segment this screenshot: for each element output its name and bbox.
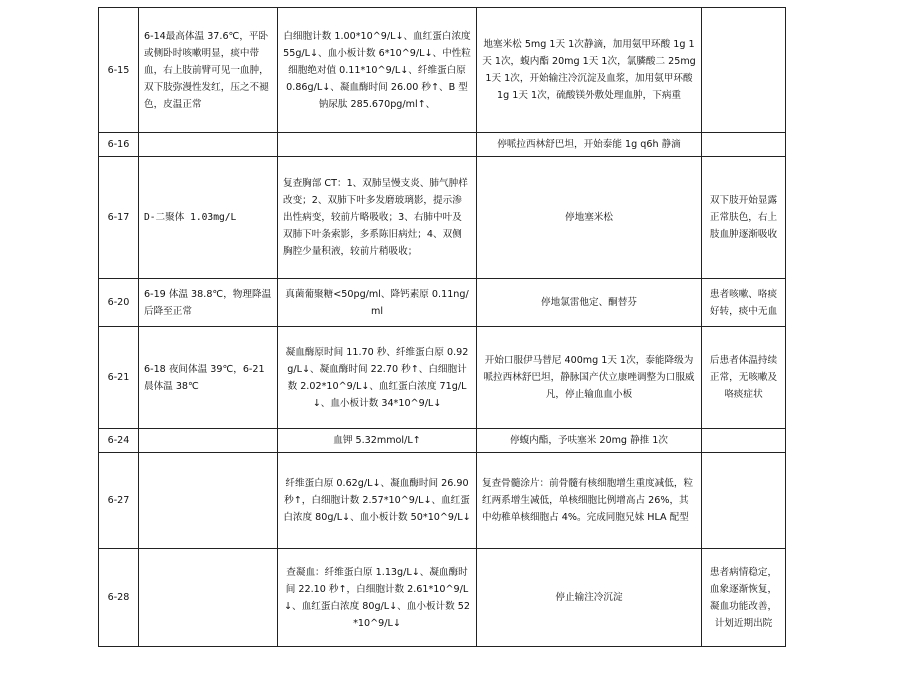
- treatment-cell: 停蝮内酯，予呋塞米 20mg 静推 1次: [477, 429, 702, 453]
- date-cell: 6-28: [99, 549, 139, 647]
- symptom-cell: 6-14最高体温 37.6℃，平卧或侧卧时咳嗽明显，痰中带血，右上肢前臂可见一血肿，双下肢弥漫性发红，压之不褪色，皮温正常: [139, 8, 278, 133]
- date-cell: 6-20: [99, 279, 139, 327]
- outcome-cell: 患者咳嗽、咯痰好转，痰中无血: [702, 279, 786, 327]
- symptom-cell: 6-18 夜间体温 39℃，6-21 晨体温 38℃: [139, 327, 278, 429]
- outcome-cell: [702, 133, 786, 157]
- lab-cell: [278, 133, 477, 157]
- date-cell: 6-24: [99, 429, 139, 453]
- table-row: [99, 453, 786, 549]
- table-row: [99, 8, 786, 133]
- table-row: [99, 549, 786, 647]
- symptom-cell: D-二聚体 1.03mg/L: [139, 157, 278, 279]
- table-row: [99, 279, 786, 327]
- table-row: [99, 429, 786, 453]
- lab-cell: 复查胸部 CT：1、双肺呈慢支炎、肺气肿样改变；2、双肺下叶多发磨玻璃影，提示渗出性病变，较前片略吸收；3、右肺中叶及双肺下叶条索影，多系陈旧病灶；4、双侧胸腔少量积液，较前片稍吸收；: [278, 157, 477, 279]
- lab-cell: 血钾 5.32mmol/L↑: [278, 429, 477, 453]
- outcome-cell: [702, 8, 786, 133]
- clinical-course-table: [98, 7, 786, 647]
- treatment-cell: 停止输注冷沉淀: [477, 549, 702, 647]
- outcome-cell: [702, 453, 786, 549]
- outcome-cell: 患者病情稳定，血象逐渐恢复，凝血功能改善，计划近期出院: [702, 549, 786, 647]
- symptom-cell: [139, 429, 278, 453]
- symptom-cell: [139, 453, 278, 549]
- lab-cell: 真菌葡聚糖<50pg/ml、降钙素原 0.11ng/ml: [278, 279, 477, 327]
- date-cell: 6-15: [99, 8, 139, 133]
- treatment-cell: 停地塞米松: [477, 157, 702, 279]
- lab-cell: 凝血酶原时间 11.70 秒、纤维蛋白原 0.92g/L↓、凝血酶时间 22.70 秒↑、白细胞计数 2.02*10^9/L↓、血红蛋白浓度 71g/L↓、血小板计数 34*10^9/L↓: [278, 327, 477, 429]
- outcome-cell: [702, 429, 786, 453]
- symptom-cell: 6-19 体温 38.8℃，物理降温后降至正常: [139, 279, 278, 327]
- table-row: [99, 133, 786, 157]
- table-row: [99, 157, 786, 279]
- lab-cell: 查凝血：纤维蛋白原 1.13g/L↓、凝血酶时间 22.10 秒↑，白细胞计数 2.61*10^9/L↓、血红蛋白浓度 80g/L↓、血小板计数 52*10^9/L↓: [278, 549, 477, 647]
- treatment-cell: 复查骨髓涂片：前骨髓有核细胞增生重度减低，粒红两系增生减低，单核细胞比例增高占 26%，其中幼稚单核细胞占 4%。完成同胞兄妹 HLA 配型: [477, 453, 702, 549]
- treatment-cell: 开始口服伊马替尼 400mg 1天 1次，泰能降级为哌拉西林舒巴坦，静脉国产伏立康唑调整为口服威凡，停止输血血小板: [477, 327, 702, 429]
- lab-cell: 纤维蛋白原 0.62g/L↓、凝血酶时间 26.90 秒↑，白细胞计数 2.57*10^9/L↓、血红蛋白浓度 80g/L↓、血小板计数 50*10^9/L↓: [278, 453, 477, 549]
- table-row: [99, 327, 786, 429]
- lab-cell: 白细胞计数 1.00*10^9/L↓、血红蛋白浓度 55g/L↓、血小板计数 6*10^9/L↓、中性粒细胞绝对值 0.11*10^9/L↓、纤维蛋白原 0.86g/L↓、凝血酶时间 26.00 秒↑、B 型钠尿肽 285.670pg/ml↑、: [278, 8, 477, 133]
- symptom-cell: [139, 549, 278, 647]
- outcome-cell: 双下肢开始显露正常肤色，右上肢血肿逐渐吸收: [702, 157, 786, 279]
- date-cell: 6-16: [99, 133, 139, 157]
- date-cell: 6-21: [99, 327, 139, 429]
- date-cell: 6-17: [99, 157, 139, 279]
- date-cell: 6-27: [99, 453, 139, 549]
- symptom-cell: [139, 133, 278, 157]
- treatment-cell: 停哌拉西林舒巴坦，开始泰能 1g q6h 静滴: [477, 133, 702, 157]
- treatment-cell: 地塞米松 5mg 1天 1次静滴，加用氨甲环酸 1g 1天 1次，蝮内酯 20mg 1天 1次，氯膦酸二 25mg 1天 1次，开始输注冷沉淀及血浆，加用氨甲环酸 1g 1天 1次，硫酸镁外敷处理血肿，下病重: [477, 8, 702, 133]
- outcome-cell: 后患者体温持续正常，无咳嗽及咯痰症状: [702, 327, 786, 429]
- treatment-cell: 停地氯雷他定、酮替芬: [477, 279, 702, 327]
